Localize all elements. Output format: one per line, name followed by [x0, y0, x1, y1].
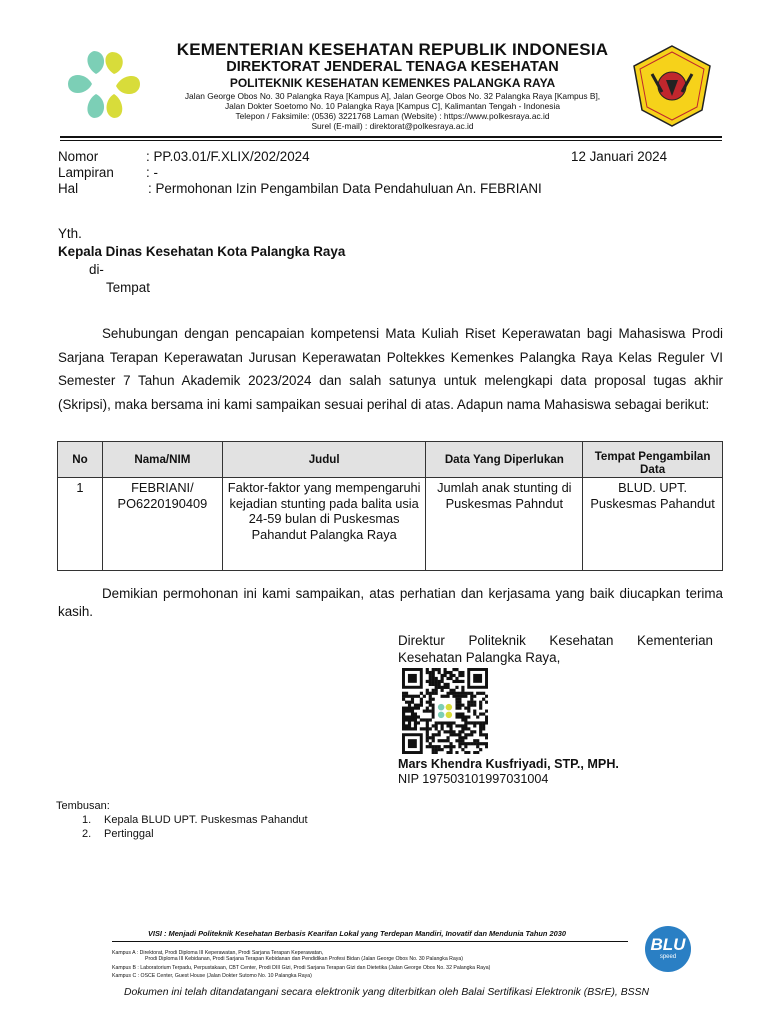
bsre-note: Dokumen ini telah ditandatangani secara elektronik yang diterbitkan oleh Balai Sertifikasi Elektronik (BSrE), BSSN — [124, 987, 649, 998]
cell-data: Jumlah anak stunting di Puskesmas Pahndut — [426, 478, 583, 571]
nomor-label: Nomor — [58, 149, 99, 164]
tembusan-item: Pertinggal — [104, 828, 154, 840]
footer-kampus-b: Kampus B : Laboratorium Terpadu, Perpustakaan, CBT Center, Prodi DIII Gizi, Prodi Sarjana Terapan Gizi dan Dietetika (Jalan George Obos No. 32 Palangka Raya) — [112, 965, 491, 971]
blu-logo-text: BLU — [650, 935, 686, 954]
kop-directorate: DIREKTORAT JENDERAL TENAGA KESEHATAN — [226, 59, 559, 75]
tembusan-item: Kepala BLUD UPT. Puskesmas Pahandut — [104, 814, 308, 826]
tembusan-num-1: 1. — [82, 814, 92, 826]
cell-nama-nim: FEBRIANI/ PO6220190409 — [102, 478, 222, 571]
signatory-title-line2: Kesehatan Palangka Raya, — [398, 650, 561, 665]
col-no: No — [58, 442, 103, 478]
footer-visi: VISI : Menjadi Politeknik Kesehatan Berbasis Kearifan Lokal yang Terdepan Mandiri, Inovatif dan Mendunia Tahun 2030 — [148, 929, 566, 938]
cell-no: 1 — [58, 478, 103, 571]
footer-kampus-a: Kampus A : Direktorat, Prodi Diploma III Keperawatan, Prodi Sarjana Terapan Keperawatan, — [112, 950, 324, 956]
kop-address-2: Jalan Dokter Soetomo No. 10 Palangka Raya [Kampus C], Kalimantan Tengah - Indonesia — [224, 101, 561, 111]
yth: Yth. — [58, 226, 82, 241]
signatory-name: Mars Khendra Kusfriyadi, STP., MPH. — [398, 757, 619, 771]
kop-address-1: Jalan George Obos No. 30 Palangka Raya [Kampus A], Jalan George Obos No. 32 Palangka Raya [Kampus B], — [184, 91, 601, 101]
signature-qr-code — [402, 668, 488, 754]
signatory-title-line1: Direktur Politeknik Kesehatan Kementerian — [398, 633, 713, 648]
kop-address-3: Telepon / Faksimile: (0536) 3221768 Laman (Website) : https://www.polkesraya.ac.id — [235, 111, 550, 121]
blu-logo — [645, 926, 691, 972]
closing-paragraph: Demikian permohonan ini kami sampaikan, atas perhatian dan kerjasama yang baik diucapkan terima kasih. — [58, 586, 723, 619]
recipient-di: di- — [89, 262, 104, 277]
footer-kampus-c: Kampus C : OSCE Center, Guest House (Jalan Dokter Sutomo No. 10 Palangka Raya) — [112, 973, 312, 979]
tembusan-num-2: 2. — [82, 828, 92, 840]
recipient-name: Kepala Dinas Kesehatan Kota Palangka Raya — [58, 244, 346, 259]
kop-polytechnic: POLITEKNIK KESEHATAN KEMENKES PALANGKA RAYA — [229, 76, 556, 90]
signatory-nip: NIP 197503101997031004 — [398, 772, 549, 786]
cell-judul: Faktor-faktor yang mempengaruhi kejadian stunting pada balita usia 24-59 bulan di Puskesmas Pahandut Palangka Raya — [222, 478, 426, 571]
polytechnic-seal — [630, 44, 714, 128]
lampiran-label: Lampiran — [58, 165, 114, 180]
student-table — [57, 441, 723, 571]
col-data: Data Yang Diperlukan — [426, 442, 583, 478]
cell-tempat: BLUD. UPT. Puskesmas Pahandut — [583, 478, 723, 571]
kop-ministry: KEMENTERIAN KESEHATAN REPUBLIK INDONESIA — [176, 40, 609, 59]
col-nama-nim: Nama/NIM — [102, 442, 222, 478]
body-paragraph: Sehubungan dengan pencapaian kompetensi Mata Kuliah Riset Keperawatan bagi Mahasiswa Prodi Sarjana Terapan Keperawatan Jurusan Keperawatan Poltekkes Kemenkes Palangka Raya Kelas Reguler VI Semester 7 Tahun Akademik 2023/2024 dan salah satunya untuk melengkapi data proposal tugas akhir (Skripsi), maka bersama ini kami sampaikan sesuai perihal di atas. Adapun nama Mahasiswa sebagai berikut: — [58, 326, 723, 412]
lampiran-value: : - — [146, 165, 158, 180]
table-row — [58, 478, 723, 571]
kop-divider-thin — [60, 140, 722, 141]
tembusan-label: Tembusan: — [56, 800, 110, 812]
blu-logo-sub: speed — [659, 954, 677, 960]
col-judul: Judul — [222, 442, 426, 478]
hal-label: Hal — [58, 181, 79, 196]
table-header-row — [58, 442, 723, 478]
nomor-value: : PP.03.01/F.XLIX/202/2024 — [146, 149, 310, 164]
footer-kampus-a-cont: Prodi Diploma III Kebidanan, Prodi Sarjana Terapan Kebidanan dan Pendidikan Profesi Bidan (Jalan George Obos No. 30 Palangka Raya) — [145, 956, 463, 962]
kop-address-4: Surel (E-mail) : direktorat@polkesraya.ac.id — [311, 121, 474, 131]
kop-divider — [60, 136, 722, 138]
letter-date: 12 Januari 2024 — [571, 149, 668, 164]
recipient-place: Tempat — [106, 280, 150, 295]
col-tempat: Tempat Pengambilan Data — [583, 442, 723, 478]
hal-value: : Permohonan Izin Pengambilan Data Pendahuluan An. FEBRIANI — [148, 181, 542, 196]
footer-visi-underline — [112, 941, 628, 942]
